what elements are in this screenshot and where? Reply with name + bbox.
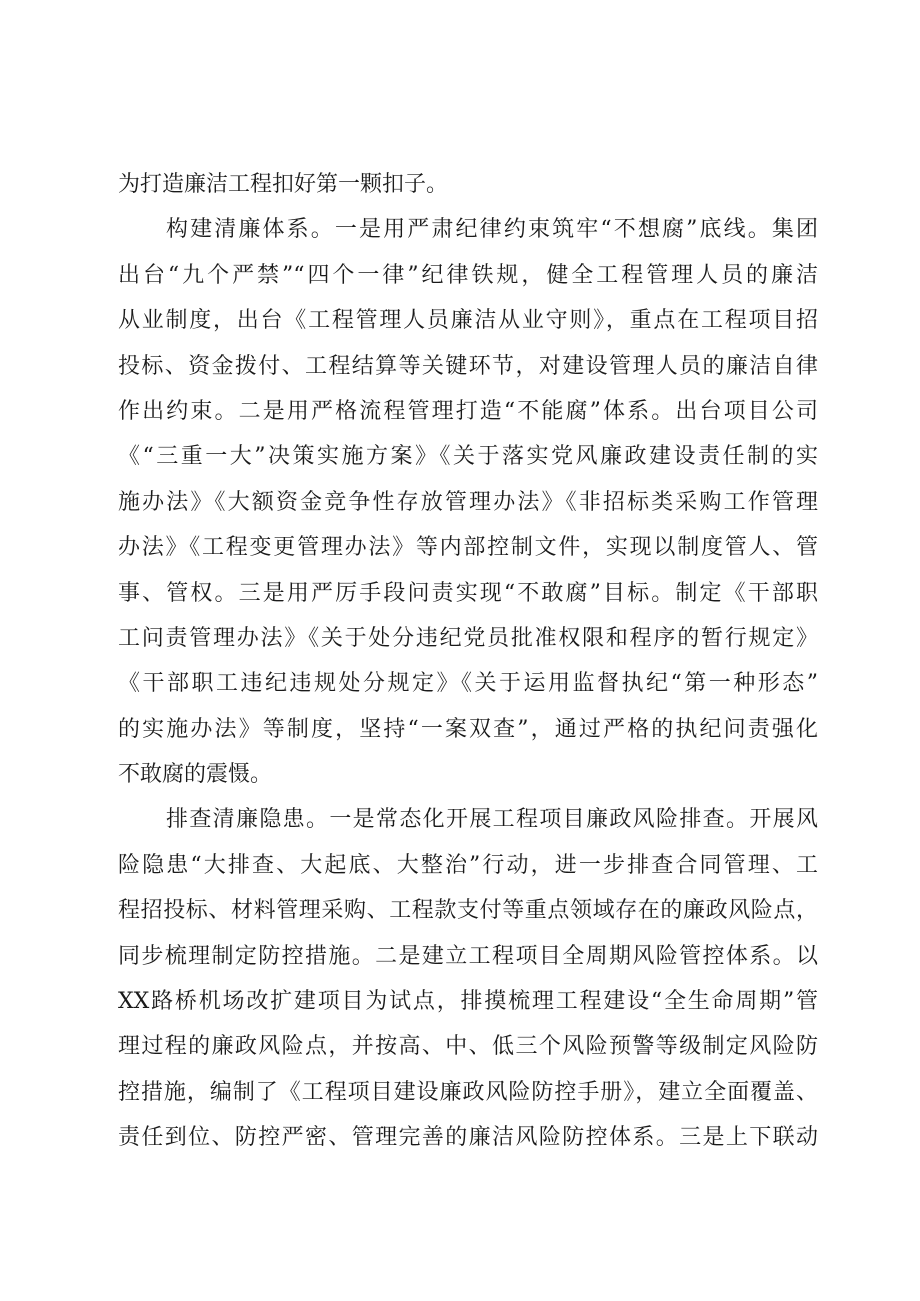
- paragraph-line: 工问责管理办法》《关于处分违纪党员批准权限和程序的暂行规定》: [118, 625, 818, 651]
- paragraph-line: 责任到位、防控严密、管理完善的廉洁风险防控体系。三是上下联动: [118, 1125, 818, 1151]
- paragraph-line: 事、管权。三是用严厉手段问责实现“不敢腐”目标。制定《干部职: [118, 580, 818, 606]
- paragraph-line: 《“三重一大”决策实施方案》《关于落实党风廉政建设责任制的实: [118, 444, 818, 470]
- paragraph-line: 施办法》《大额资金竞争性存放管理办法》《非招标类采购工作管理: [118, 489, 818, 515]
- paragraph-line: 同步梳理制定防控措施。二是建立工程项目全周期风险管控体系。以: [118, 943, 818, 969]
- paragraph-line: 不敢腐的震慑。: [118, 762, 273, 788]
- paragraph-line: 为打造廉洁工程扣好第一颗扣子。: [118, 172, 449, 197]
- paragraph-line: 《干部职工违纪违规处分规定》《关于运用监督执纪“第一种形态”: [118, 671, 818, 697]
- paragraph-line: 理过程的廉政风险点，并按高、中、低三个风险预警等级制定风险防: [118, 1034, 818, 1060]
- paragraph-line: 控措施，编制了《工程项目建设廉政风险防控手册》，建立全面覆盖、: [118, 1079, 818, 1105]
- paragraph-line: XX路桥机场改扩建项目为试点，排摸梳理工程建设“全生命周期”管: [118, 989, 818, 1015]
- paragraph-line: 作出约束。二是用严格流程管理打造“不能腐”体系。出台项目公司: [118, 398, 818, 424]
- paragraph-line: 投标、资金拨付、工程结算等关键环节，对建设管理人员的廉洁自律: [118, 353, 818, 379]
- paragraph-line: 构建清廉体系。一是用严肃纪律约束筑牢“不想腐”底线。集团: [166, 217, 818, 243]
- paragraph-line: 程招投标、材料管理采购、工程款支付等重点领域存在的廉政风险点，: [118, 898, 818, 924]
- paragraph-line: 的实施办法》等制度，坚持“一案双查”，通过严格的执纪问责强化: [118, 716, 818, 742]
- paragraph-line: 排查清廉隐患。一是常态化开展工程项目廉政风险排查。开展风: [166, 807, 818, 833]
- document-body: [118, 162, 818, 1161]
- paragraph-line: 出台“九个严禁”“四个一律”纪律铁规，健全工程管理人员的廉洁: [118, 262, 818, 288]
- paragraph-line: 从业制度，出台《工程管理人员廉洁从业守则》，重点在工程项目招: [118, 308, 818, 334]
- paragraph-line: 险隐患“大排查、大起底、大整治”行动，进一步排查合同管理、工: [118, 852, 818, 878]
- paragraph-line: 办法》《工程变更管理办法》等内部控制文件，实现以制度管人、管: [118, 535, 818, 561]
